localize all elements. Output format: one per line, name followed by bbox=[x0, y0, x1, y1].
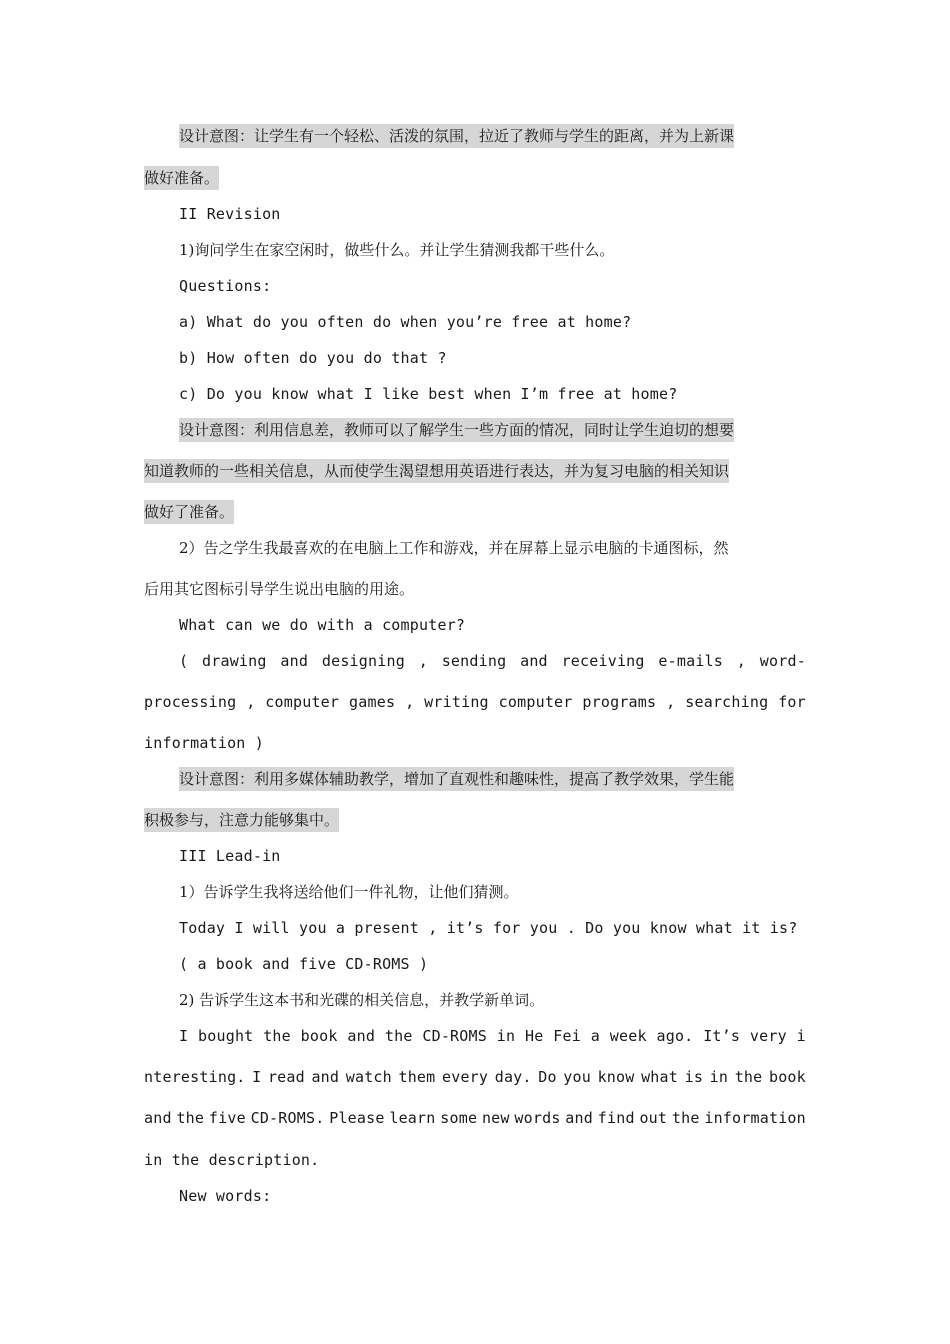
computer-uses-line1 bbox=[179, 649, 806, 673]
word: the bbox=[671, 1109, 700, 1127]
word: and bbox=[280, 652, 309, 670]
word: watch bbox=[345, 1068, 392, 1086]
word: writing bbox=[424, 693, 489, 711]
word: , bbox=[736, 652, 747, 670]
design-intent-3-line1: 设计意图：利用多媒体辅助教学，增加了直观性和趣味性，提高了教学效果，学生能 bbox=[179, 767, 734, 791]
word: five bbox=[208, 1109, 246, 1127]
word: Do bbox=[538, 1068, 557, 1086]
leadin-step-1: 1）告诉学生我将送给他们一件礼物，让他们猜测。 bbox=[179, 883, 519, 901]
word: words bbox=[514, 1109, 561, 1127]
word: information bbox=[704, 1109, 806, 1127]
present-answer: ( a book and five CD-ROMS ) bbox=[179, 955, 429, 973]
word: a bbox=[590, 1027, 600, 1045]
design-intent-2-line1: 设计意图：利用信息差，教师可以了解学生一些方面的情况，同时让学生迫切的想要 bbox=[179, 418, 734, 442]
word: processing bbox=[144, 693, 237, 711]
word: i bbox=[796, 1027, 806, 1045]
word: , bbox=[246, 693, 256, 711]
word: and bbox=[347, 1027, 376, 1045]
computer-uses-line3: information ) bbox=[144, 734, 264, 752]
word: , bbox=[418, 652, 428, 670]
word: the bbox=[176, 1109, 205, 1127]
word: I bbox=[252, 1068, 262, 1086]
word: receiving bbox=[561, 652, 645, 670]
design-intent-1-line1: 设计意图：让学生有一个轻松、活泼的氛围，拉近了教师与学生的距离，并为上新课 bbox=[179, 124, 734, 148]
design-intent-3-line2: 积极参与，注意力能够集中。 bbox=[144, 808, 339, 832]
word: what bbox=[641, 1068, 679, 1086]
question-b: b) How often do you do that ? bbox=[179, 349, 447, 367]
word: learn bbox=[389, 1109, 436, 1127]
word: find bbox=[597, 1109, 635, 1127]
word: , bbox=[666, 693, 676, 711]
bought-paragraph-line3 bbox=[144, 1106, 806, 1130]
word: computer bbox=[498, 693, 573, 711]
word: new bbox=[481, 1109, 510, 1127]
word: games bbox=[349, 693, 396, 711]
word: the bbox=[384, 1027, 413, 1045]
word: bought bbox=[198, 1027, 254, 1045]
section-leadin-heading: III Lead-in bbox=[179, 847, 281, 865]
revision-step-2-line1: 2）告之学生我最喜欢的在电脑上工作和游戏，并在屏幕上显示电脑的卡通图标，然 bbox=[179, 539, 729, 557]
word: It’s bbox=[703, 1027, 741, 1045]
word: know bbox=[597, 1068, 635, 1086]
word: the bbox=[734, 1068, 763, 1086]
word: programs bbox=[582, 693, 657, 711]
word: computer bbox=[265, 693, 340, 711]
word: ago. bbox=[656, 1027, 694, 1045]
word: Fei bbox=[553, 1027, 581, 1045]
design-intent-1-line2: 做好准备。 bbox=[144, 166, 219, 190]
word: in bbox=[496, 1027, 516, 1045]
design-intent-2-line3: 做好了准备。 bbox=[144, 500, 234, 524]
word: the bbox=[263, 1027, 291, 1045]
word: read bbox=[267, 1068, 305, 1086]
word: nteresting. bbox=[144, 1068, 246, 1086]
word: e-mails bbox=[658, 652, 724, 670]
word: some bbox=[440, 1109, 478, 1127]
word: CD-ROMS. bbox=[250, 1109, 325, 1127]
word: and bbox=[311, 1068, 340, 1086]
word: and bbox=[565, 1109, 593, 1127]
computer-question: What can we do with a computer? bbox=[179, 616, 466, 634]
word: day. bbox=[494, 1068, 532, 1086]
word: you bbox=[563, 1068, 591, 1086]
bought-paragraph-line1 bbox=[179, 1024, 806, 1048]
word: is bbox=[684, 1068, 704, 1086]
leadin-step-2: 2) 告诉学生这本书和光碟的相关信息，并教学新单词。 bbox=[179, 991, 545, 1009]
word: for bbox=[778, 693, 806, 711]
word: book bbox=[768, 1068, 806, 1086]
word: and bbox=[144, 1109, 172, 1127]
word: very bbox=[749, 1027, 787, 1045]
word: book bbox=[300, 1027, 338, 1045]
word: ( bbox=[179, 652, 189, 670]
word: word- bbox=[759, 652, 806, 670]
word: He bbox=[525, 1027, 544, 1045]
questions-heading: Questions: bbox=[179, 277, 272, 295]
new-words-heading: New words: bbox=[179, 1187, 272, 1205]
word: I bbox=[179, 1027, 189, 1045]
word: drawing bbox=[202, 652, 267, 670]
word: every bbox=[441, 1068, 489, 1086]
word: them bbox=[398, 1068, 436, 1086]
word: , bbox=[405, 693, 415, 711]
question-c: c) Do you know what I like best when I’m free at home? bbox=[179, 385, 678, 403]
design-intent-2-line2: 知道教师的一些相关信息，从而使学生渴望想用英语进行表达，并为复习电脑的相关知识 bbox=[144, 459, 729, 483]
revision-step-2-line2: 后用其它图标引导学生说出电脑的用途。 bbox=[144, 580, 415, 598]
bought-paragraph-line4: in the description. bbox=[144, 1151, 320, 1169]
word: CD-ROMS bbox=[422, 1027, 487, 1045]
word: and bbox=[520, 652, 548, 670]
word: out bbox=[639, 1109, 668, 1127]
word: week bbox=[609, 1027, 647, 1045]
word: sending bbox=[441, 652, 507, 670]
computer-uses-line2 bbox=[144, 690, 806, 714]
revision-step-1: 1)询问学生在家空闲时，做些什么。并让学生猜测我都干些什么。 bbox=[179, 241, 615, 259]
present-sentence: Today I will you a present , it’s for you . Do you know what it is? bbox=[179, 919, 798, 937]
word: in bbox=[709, 1068, 729, 1086]
bought-paragraph-line2 bbox=[144, 1065, 806, 1089]
word: Please bbox=[329, 1109, 385, 1127]
question-a: a) What do you often do when you’re free at home? bbox=[179, 313, 632, 331]
word: searching bbox=[685, 693, 769, 711]
section-revision-heading: II Revision bbox=[179, 205, 281, 223]
word: designing bbox=[321, 652, 405, 670]
